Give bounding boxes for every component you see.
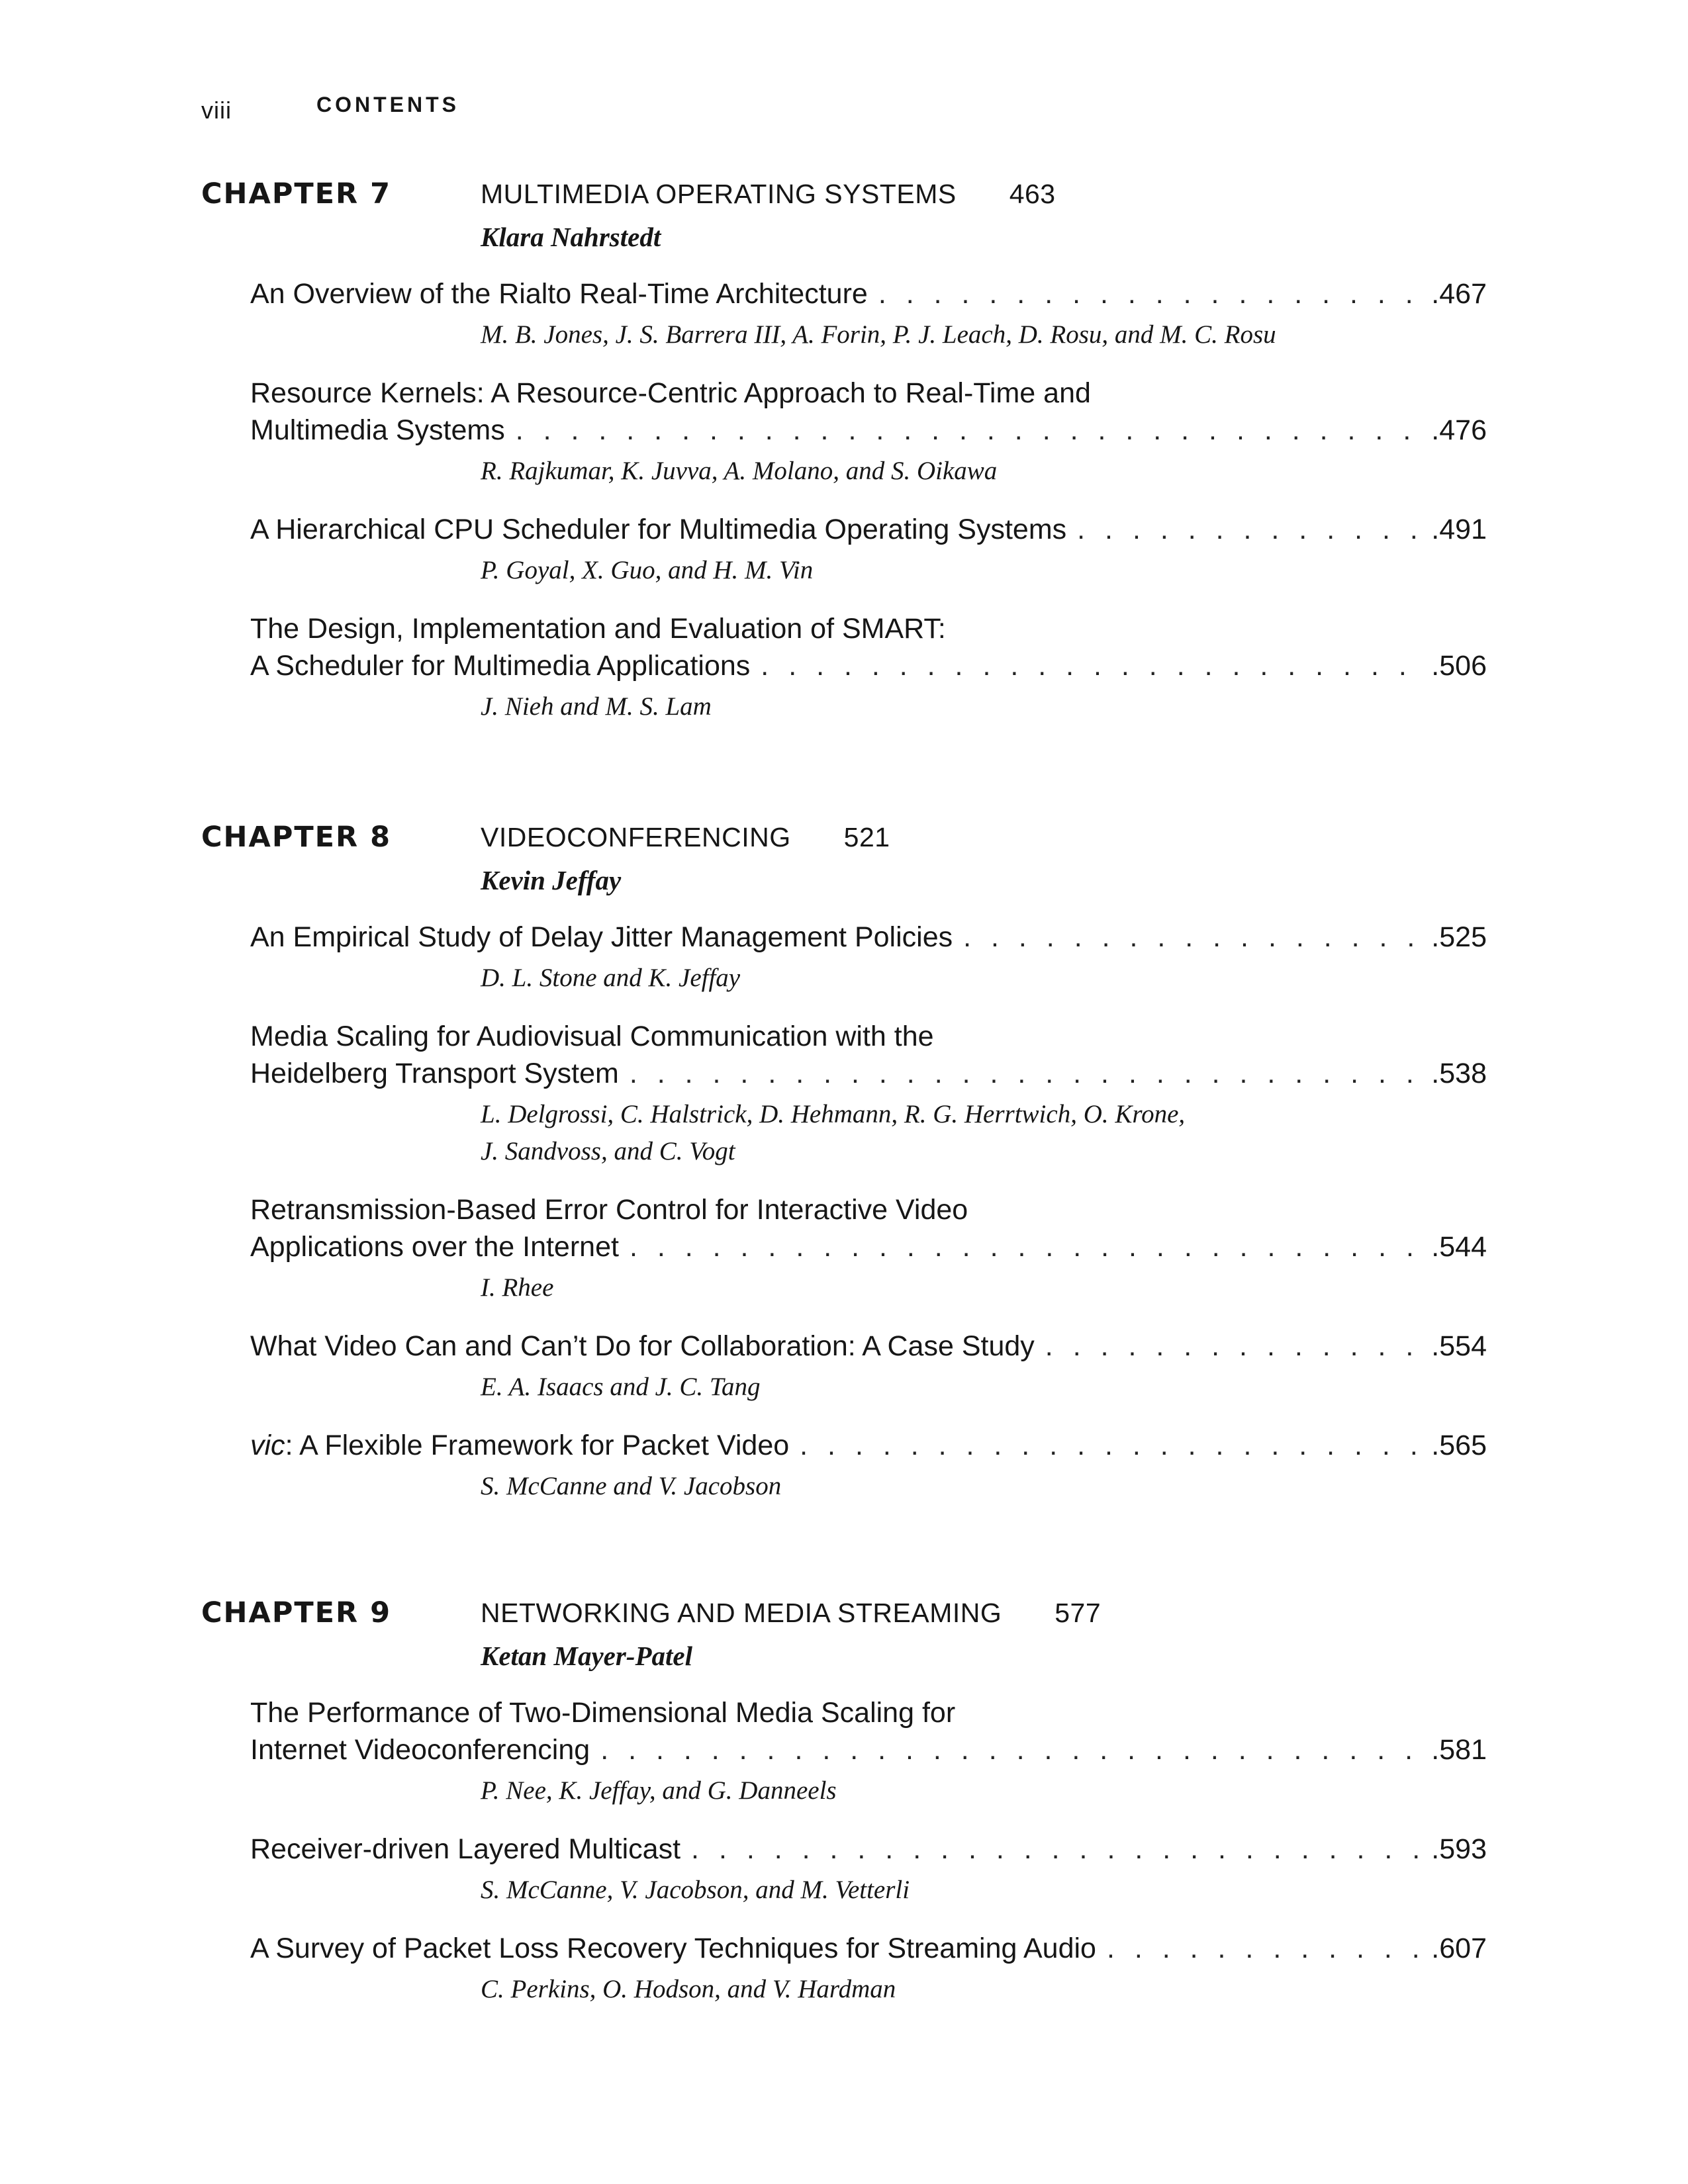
chapter-heading [201, 1596, 1487, 1694]
author-line: P. Goyal, X. Guo, and H. M. Vin [481, 556, 814, 584]
toc-entry [201, 511, 1487, 589]
entry-authors [250, 960, 1487, 997]
entry-authors [250, 1468, 1487, 1505]
entry-title-text: Internet Videoconferencing [250, 1734, 590, 1766]
chapter-label: CHAPTER 9 [201, 1596, 392, 1629]
entry-title-last-line [250, 919, 1487, 956]
chapter-title-text: VIDEOCONFERENCING [481, 822, 791, 852]
author-line: J. Nieh and M. S. Lam [481, 692, 712, 721]
author-line: L. Delgrossi, C. Halstrick, D. Hehmann, R. G. Herrtwich, O. Krone, [481, 1100, 1186, 1128]
toc-entry [201, 1191, 1487, 1306]
entry-title-text: A Hierarchical CPU Scheduler for Multimedia Operating Systems [250, 514, 1067, 545]
toc-entry [201, 1018, 1487, 1170]
dot-leader [1077, 511, 1429, 548]
entry-page-number: .525 [1431, 921, 1487, 953]
dot-leader [630, 1055, 1429, 1092]
entry-page-number: .565 [1431, 1430, 1487, 1461]
dot-leader [1045, 1328, 1429, 1365]
entry-title [250, 1055, 619, 1092]
entry-authors [250, 1369, 1487, 1406]
entry-title-text: Receiver-driven Layered Multicast [250, 1833, 681, 1865]
chapter-editor: Kevin Jeffay [481, 865, 622, 895]
entry-title-text: An Overview of the Rialto Real-Time Architecture [250, 278, 868, 310]
dot-leader [516, 412, 1429, 449]
entry-title-text: A Scheduler for Multimedia Applications [250, 650, 751, 682]
entry-title-text: Applications over the Internet [250, 1231, 619, 1263]
entry-title [250, 1427, 789, 1464]
entry-authors [250, 1772, 1487, 1809]
dot-leader [761, 647, 1429, 684]
entry-page-number: .607 [1431, 1933, 1487, 1964]
author-line: R. Rajkumar, K. Juvva, A. Molano, and S. Oikawa [481, 457, 998, 485]
entry-title [250, 647, 750, 684]
entry-authors [250, 688, 1487, 725]
entry-page-number: .593 [1431, 1833, 1487, 1865]
entry-title [250, 511, 1066, 548]
entry-title-text: Heidelberg Transport System [250, 1058, 619, 1089]
entry-title-text: : A Flexible Framework for Packet Video [285, 1430, 790, 1461]
entry-title-prefix: vic [250, 1430, 285, 1461]
entry-title-last-line [250, 1228, 1487, 1265]
toc-entry [201, 1328, 1487, 1406]
entry-page-number: .491 [1431, 514, 1487, 545]
toc-entry [201, 1427, 1487, 1505]
entry-authors [250, 1872, 1487, 1909]
entry-title-last-line [250, 1427, 1487, 1464]
dot-leader [963, 919, 1429, 956]
entry-page-number: .476 [1431, 414, 1487, 446]
page-number: viii [201, 97, 232, 124]
entry-authors [250, 552, 1487, 589]
entry-title-line: The Design, Implementation and Evaluation of SMART: [250, 613, 946, 645]
chapter-label: CHAPTER 8 [201, 821, 392, 854]
dot-leader [600, 1731, 1429, 1768]
entry-title-last-line [250, 412, 1487, 449]
entry-title [250, 412, 505, 449]
entry-title [250, 1831, 680, 1868]
entry-title [250, 1930, 1096, 1967]
chapter-title [481, 179, 1056, 210]
dot-leader [1107, 1930, 1429, 1967]
chapter-title [481, 822, 890, 853]
author-line: S. McCanne and V. Jacobson [481, 1472, 782, 1500]
toc-entry [201, 1694, 1487, 1809]
entry-page-number: .581 [1431, 1734, 1487, 1766]
chapter-7 [201, 177, 1487, 747]
chapter-8 [201, 821, 1487, 1526]
entry-page-number: .538 [1431, 1058, 1487, 1089]
entry-title-line: The Performance of Two-Dimensional Media Scaling for [250, 1697, 956, 1729]
entry-title [250, 919, 953, 956]
chapter-editor: Klara Nahrstedt [481, 222, 661, 252]
chapter-title [481, 1598, 1101, 1629]
chapter-page-number: 463 [1009, 179, 1056, 209]
entry-title-last-line [250, 1930, 1487, 1967]
entry-authors [250, 1096, 1487, 1170]
chapter-title-text: MULTIMEDIA OPERATING SYSTEMS [481, 179, 957, 209]
entry-page-number: .467 [1431, 278, 1487, 310]
entry-title-last-line [250, 275, 1487, 312]
chapter-label: CHAPTER 7 [201, 177, 392, 210]
entry-title-text: A Survey of Packet Loss Recovery Techniques for Streaming Audio [250, 1933, 1096, 1964]
toc-entry [201, 375, 1487, 490]
entry-page-number: .506 [1431, 650, 1487, 682]
dot-leader [800, 1427, 1429, 1464]
entry-title-line: Media Scaling for Audiovisual Communication with the [250, 1021, 934, 1052]
toc-entry [201, 1930, 1487, 2008]
entry-title-last-line [250, 647, 1487, 684]
entry-title-line: Retransmission-Based Error Control for Interactive Video [250, 1194, 968, 1226]
entry-title-last-line [250, 1731, 1487, 1768]
author-line: D. L. Stone and K. Jeffay [481, 964, 741, 992]
chapter-9 [201, 1596, 1487, 2029]
author-line: P. Nee, K. Jeffay, and G. Danneels [481, 1776, 837, 1805]
chapter-page-number: 521 [843, 822, 890, 852]
entry-title-last-line [250, 511, 1487, 548]
entry-title-text: An Empirical Study of Delay Jitter Management Policies [250, 921, 953, 953]
entry-authors [250, 1971, 1487, 2008]
chapter-editor: Ketan Mayer-Patel [481, 1641, 692, 1671]
entry-title [250, 1731, 590, 1768]
entry-title-line: Resource Kernels: A Resource-Centric Approach to Real-Time and [250, 377, 1091, 409]
entry-page-number: .554 [1431, 1330, 1487, 1362]
author-line: S. McCanne, V. Jacobson, and M. Vetterli [481, 1876, 910, 1904]
entry-title-text: What Video Can and Can’t Do for Collaboration: A Case Study [250, 1330, 1035, 1362]
entry-title-last-line [250, 1055, 1487, 1092]
entry-title [250, 275, 868, 312]
author-line: I. Rhee [481, 1273, 554, 1302]
author-line: E. A. Isaacs and J. C. Tang [481, 1373, 761, 1401]
dot-leader [630, 1228, 1429, 1265]
chapter-heading [201, 821, 1487, 919]
entry-title-text: Multimedia Systems [250, 414, 505, 446]
entry-authors [250, 1269, 1487, 1306]
entry-title [250, 1228, 619, 1265]
entry-authors [250, 453, 1487, 490]
toc-entry [201, 919, 1487, 997]
entry-title-last-line [250, 1831, 1487, 1868]
chapter-page-number: 577 [1055, 1598, 1102, 1628]
dot-leader [878, 275, 1429, 312]
toc-entry [201, 1831, 1487, 1909]
author-line: M. B. Jones, J. S. Barrera III, A. Forin, P. J. Leach, D. Rosu, and M. C. Rosu [481, 320, 1276, 349]
toc-entry [201, 610, 1487, 725]
dot-leader [691, 1831, 1429, 1868]
entry-page-number: .544 [1431, 1231, 1487, 1263]
toc-entry [201, 275, 1487, 353]
running-title: CONTENTS [316, 93, 459, 116]
entry-authors [250, 316, 1487, 353]
author-line: J. Sandvoss, and C. Vogt [481, 1137, 735, 1165]
entry-title-last-line [250, 1328, 1487, 1365]
entry-title [250, 1328, 1035, 1365]
chapter-heading [201, 177, 1487, 275]
author-line: C. Perkins, O. Hodson, and V. Hardman [481, 1975, 896, 2003]
chapter-title-text: NETWORKING AND MEDIA STREAMING [481, 1598, 1002, 1628]
